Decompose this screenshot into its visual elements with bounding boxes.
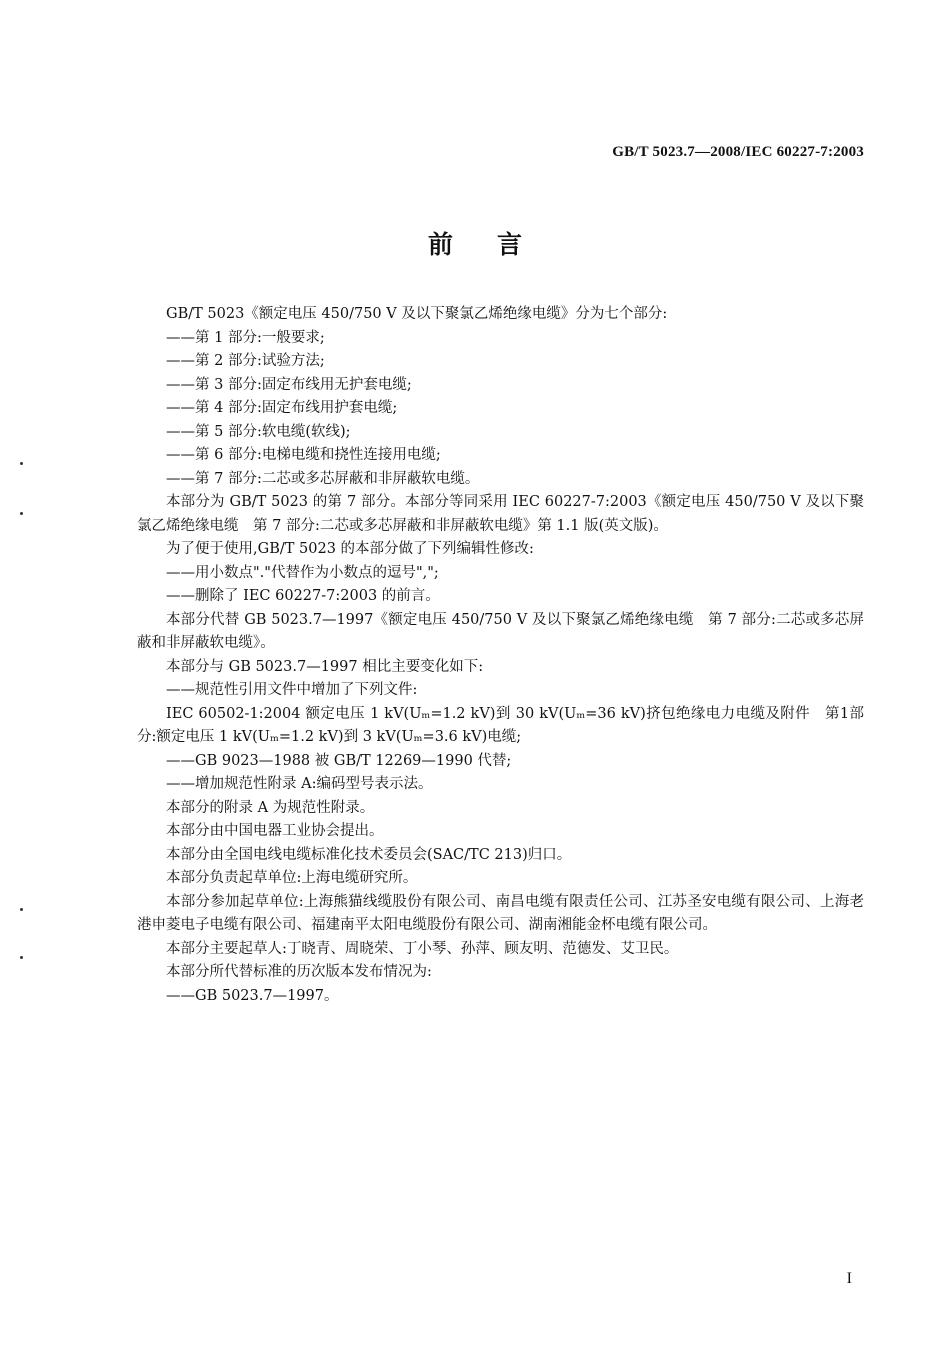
list-item: ——第 3 部分:固定布线用无护套电缆;	[166, 376, 412, 393]
paragraph: IEC 60502-1:2004 额定电压 1 kV(Uₘ=1.2 kV)到 30 kV(Uₘ=36 kV)挤包绝缘电力电缆及附件 第1部分:额定电压 1 kV(Uₘ=1.2 kV)到 3 kV(Uₘ=3.6 kV)电缆;	[137, 705, 864, 745]
list-item: ——第 7 部分:二芯或多芯屏蔽和非屏蔽软电缆。	[166, 470, 480, 487]
scan-dot	[20, 462, 23, 465]
list-item: ——第 4 部分:固定布线用护套电缆;	[166, 400, 398, 416]
list-item: ——删除了 IEC 60227-7:2003 的前言。	[166, 588, 440, 604]
list-item: ——第 5 部分:软电缆(软线);	[166, 423, 351, 440]
paragraph: 本部分代替 GB 5023.7—1997《额定电压 450/750 V 及以下聚氯乙烯绝缘电缆 第 7 部分:二芯或多芯屏蔽和非屏蔽软电缆》。	[137, 611, 864, 651]
scan-dot	[20, 956, 23, 959]
list-item: ——GB 5023.7—1997。	[166, 987, 339, 1004]
foreword-body	[137, 303, 864, 1008]
list-item: ——第 2 部分:试验方法;	[166, 353, 325, 369]
list-item: ——第 6 部分:电梯电缆和挠性连接用电缆;	[166, 447, 441, 463]
paragraph: 本部分负责起草单位:上海电缆研究所。	[166, 870, 418, 886]
paragraph: 本部分的附录 A 为规范性附录。	[166, 799, 375, 816]
standard-code: GB/T 5023.7—2008/IEC 60227-7:2003	[612, 144, 864, 160]
list-item: ——增加规范性附录 A:编码型号表示法。	[166, 776, 433, 792]
paragraph: 本部分由全国电线电缆标准化技术委员会(SAC/TC 213)归口。	[166, 846, 572, 863]
scan-dot	[20, 512, 23, 515]
paragraph: GB/T 5023《额定电压 450/750 V 及以下聚氯乙烯绝缘电缆》分为七个部分:	[166, 306, 668, 322]
list-item: ——第 1 部分:一般要求;	[166, 329, 325, 346]
paragraph: 为了便于使用,GB/T 5023 的本部分做了下列编辑性修改:	[166, 541, 534, 557]
list-item: ——规范性引用文件中增加了下列文件:	[166, 682, 418, 698]
paragraph: 本部分参加起草单位:上海熊猫线缆股份有限公司、南昌电缆有限责任公司、江苏圣安电缆有限公司、上海老港申菱电子电缆有限公司、福建南平太阳电缆股份有限公司、湖南湘能金杯电缆有限公司。	[137, 893, 864, 933]
paragraph: 本部分与 GB 5023.7—1997 相比主要变化如下:	[166, 658, 484, 675]
list-item: ——用小数点"."代替作为小数点的逗号",";	[166, 564, 439, 581]
paragraph: 本部分由中国电器工业协会提出。	[166, 823, 384, 839]
paragraph: 本部分所代替标准的历次版本发布情况为:	[166, 964, 432, 980]
list-item: ——GB 9023—1988 被 GB/T 12269—1990 代替;	[166, 752, 512, 769]
paragraph: 本部分为 GB/T 5023 的第 7 部分。本部分等同采用 IEC 60227-7:2003《额定电压 450/750 V 及以下聚氯乙烯绝缘电缆 第 7 部分:二芯或多芯屏蔽和非屏蔽软电缆》第 1.1 版(英文版)。	[137, 494, 864, 534]
page-number: I	[846, 1270, 852, 1287]
scan-dot	[20, 908, 23, 911]
paragraph: 本部分主要起草人:丁晓青、周晓荣、丁小琴、孙萍、顾友明、范德发、艾卫民。	[166, 940, 679, 957]
page-title: 前言	[427, 230, 566, 259]
